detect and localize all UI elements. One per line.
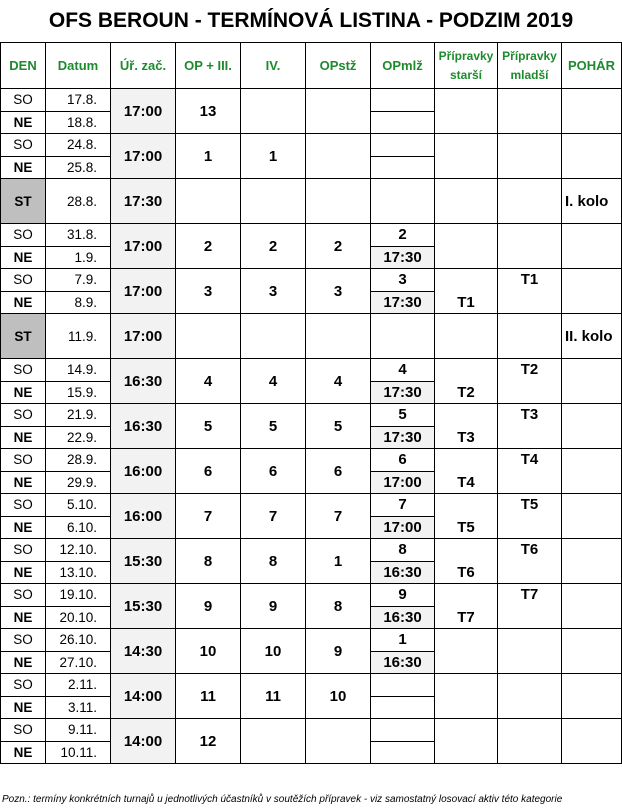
header-pripravky-starsi [435,43,498,89]
day-cell: SO [1,494,46,517]
pripravky-starsi-cell [435,224,498,269]
pohar-cell [562,359,622,404]
pripravky-starsi-cell: T2 [435,359,498,404]
opmlz-cell [371,719,435,742]
date-cell: 3.11. [46,696,111,719]
iv-cell [241,719,306,764]
day-cell: NE [1,381,46,404]
pripravky-mladsi-cell: T4 [498,449,562,494]
pohar-cell: I. kolo [562,179,622,224]
opstz-cell [306,179,371,224]
start-time-cell: 14:30 [111,629,176,674]
table-row [1,359,622,382]
table-row [1,674,622,697]
op-iii-cell: 7 [176,494,241,539]
pohar-cell [562,134,622,179]
op-iii-cell: 13 [176,89,241,134]
start-time-cell: 17:00 [111,134,176,179]
opmlz-time-cell: 17:30 [371,381,435,404]
day-cell: NE [1,561,46,584]
opmlz-cell: 7 [371,494,435,517]
date-cell: 5.10. [46,494,111,517]
header-pripravky-mladsi [498,43,562,89]
header-pohar: POHÁR [562,43,622,89]
pripravky-starsi-cell [435,134,498,179]
day-cell: NE [1,156,46,179]
opmlz-cell: 2 [371,224,435,247]
date-cell: 11.9. [46,314,111,359]
date-cell: 2.11. [46,674,111,697]
op-iii-cell: 8 [176,539,241,584]
op-iii-cell: 2 [176,224,241,269]
opstz-cell [306,89,371,134]
day-cell: SO [1,224,46,247]
iv-cell: 5 [241,404,306,449]
table-row [1,224,622,247]
day-cell: SO [1,134,46,157]
day-cell: NE [1,606,46,629]
date-cell: 17.8. [46,89,111,112]
opmlz-cell: 9 [371,584,435,607]
pripravky-starsi-cell: T6 [435,539,498,584]
opstz-cell: 4 [306,359,371,404]
opmlz-time-cell [371,156,435,179]
opmlz-cell [371,89,435,112]
day-cell: SO [1,269,46,292]
opstz-cell: 2 [306,224,371,269]
start-time-cell: 17:00 [111,269,176,314]
opstz-cell [306,719,371,764]
date-cell: 21.9. [46,404,111,427]
pohar-cell [562,449,622,494]
pohar-cell [562,539,622,584]
date-cell: 18.8. [46,111,111,134]
day-cell: NE [1,741,46,764]
pripravky-mladsi-cell [498,719,562,764]
pohar-cell [562,674,622,719]
header-pripravky-mladsi-line2: mladší [510,67,549,82]
iv-cell: 11 [241,674,306,719]
op-iii-cell: 5 [176,404,241,449]
start-time-cell: 16:00 [111,449,176,494]
opmlz-cell: 6 [371,449,435,472]
day-cell: SO [1,404,46,427]
opmlz-cell: 3 [371,269,435,292]
day-cell: SO [1,359,46,382]
date-cell: 28.8. [46,179,111,224]
date-cell: 20.10. [46,606,111,629]
table-row [1,719,622,742]
opstz-cell: 10 [306,674,371,719]
start-time-cell: 14:00 [111,719,176,764]
day-cell: SO [1,584,46,607]
opstz-cell [306,134,371,179]
iv-cell: 7 [241,494,306,539]
opstz-cell: 1 [306,539,371,584]
day-cell: SO [1,674,46,697]
date-cell: 15.9. [46,381,111,404]
table-row [1,269,622,292]
day-cell: NE [1,291,46,314]
op-iii-cell: 10 [176,629,241,674]
date-cell: 10.11. [46,741,111,764]
iv-cell: 2 [241,224,306,269]
schedule-table [0,42,622,764]
pripravky-starsi-cell: T1 [435,269,498,314]
pripravky-mladsi-cell: T6 [498,539,562,584]
op-iii-cell [176,314,241,359]
date-cell: 24.8. [46,134,111,157]
opstz-cell: 5 [306,404,371,449]
pripravky-mladsi-cell [498,134,562,179]
pripravky-mladsi-cell [498,629,562,674]
opmlz-cell [371,134,435,157]
table-row [1,404,622,427]
header-den: DEN [1,43,46,89]
pripravky-starsi-cell [435,719,498,764]
header-opmlz: OPmlž [371,43,435,89]
table-row [1,629,622,652]
opmlz-time-cell: 17:30 [371,291,435,314]
op-iii-cell: 3 [176,269,241,314]
table-row [1,134,622,157]
opmlz-cell [371,179,435,224]
iv-cell: 8 [241,539,306,584]
date-cell: 14.9. [46,359,111,382]
header-pripravky-starsi-line2: starší [449,67,483,82]
date-cell: 26.10. [46,629,111,652]
pohar-cell [562,269,622,314]
pohar-cell [562,494,622,539]
pripravky-mladsi-cell [498,674,562,719]
page-title: OFS BEROUN - TERMÍNOVÁ LISTINA - PODZIM 2019 [48,9,574,32]
op-iii-cell: 12 [176,719,241,764]
date-cell: 29.9. [46,471,111,494]
day-cell: SO [1,89,46,112]
pripravky-starsi-cell [435,89,498,134]
pripravky-mladsi-cell [498,314,562,359]
opstz-cell: 8 [306,584,371,629]
day-cell: NE [1,426,46,449]
iv-cell [241,179,306,224]
iv-cell: 1 [241,134,306,179]
day-cell: SO [1,539,46,562]
start-time-cell: 16:00 [111,494,176,539]
day-cell: ST [1,314,46,359]
header-row [1,43,622,89]
opstz-cell: 6 [306,449,371,494]
opmlz-time-cell [371,741,435,764]
opmlz-time-cell: 17:00 [371,471,435,494]
opmlz-time-cell [371,111,435,134]
iv-cell: 4 [241,359,306,404]
pohar-cell [562,719,622,764]
pohar-cell [562,224,622,269]
opmlz-cell: 5 [371,404,435,427]
start-time-cell: 14:00 [111,674,176,719]
pripravky-mladsi-cell [498,224,562,269]
opmlz-time-cell: 17:30 [371,426,435,449]
table-row [1,314,622,359]
opstz-cell: 9 [306,629,371,674]
date-cell: 19.10. [46,584,111,607]
header-datum: Datum [46,43,111,89]
pripravky-starsi-cell [435,674,498,719]
opmlz-time-cell: 17:30 [371,246,435,269]
pripravky-mladsi-cell: T3 [498,404,562,449]
header-iv: IV. [241,43,306,89]
opmlz-time-cell: 16:30 [371,606,435,629]
table-row [1,494,622,517]
iv-cell: 10 [241,629,306,674]
date-cell: 9.11. [46,719,111,742]
opmlz-cell [371,674,435,697]
pripravky-mladsi-cell: T1 [498,269,562,314]
pripravky-starsi-cell: T7 [435,584,498,629]
date-cell: 25.8. [46,156,111,179]
day-cell: NE [1,651,46,674]
day-cell: NE [1,696,46,719]
header-pripravky-starsi-line1: Přípravky [438,48,494,63]
pohar-cell [562,89,622,134]
header-op-iii: OP + III. [176,43,241,89]
header-pripravky-mladsi-line1: Přípravky [502,48,557,63]
pripravky-mladsi-cell [498,179,562,224]
iv-cell [241,89,306,134]
opmlz-cell: 4 [371,359,435,382]
pripravky-starsi-cell: T4 [435,449,498,494]
op-iii-cell: 11 [176,674,241,719]
pohar-cell [562,404,622,449]
date-cell: 1.9. [46,246,111,269]
op-iii-cell: 1 [176,134,241,179]
iv-cell: 9 [241,584,306,629]
pripravky-starsi-cell: T3 [435,404,498,449]
opmlz-time-cell: 16:30 [371,561,435,584]
opmlz-time-cell: 16:30 [371,651,435,674]
iv-cell: 6 [241,449,306,494]
op-iii-cell [176,179,241,224]
header-opstz: OPstž [306,43,371,89]
day-cell: SO [1,719,46,742]
table-row [1,539,622,562]
opmlz-time-cell [371,696,435,719]
date-cell: 6.10. [46,516,111,539]
opstz-cell: 7 [306,494,371,539]
date-cell: 22.9. [46,426,111,449]
pripravky-starsi-cell: T5 [435,494,498,539]
start-time-cell: 17:00 [111,89,176,134]
day-cell: NE [1,471,46,494]
date-cell: 27.10. [46,651,111,674]
opstz-cell: 3 [306,269,371,314]
table-row [1,584,622,607]
date-cell: 8.9. [46,291,111,314]
table-row [1,179,622,224]
start-time-cell: 15:30 [111,539,176,584]
pohar-cell: II. kolo [562,314,622,359]
opstz-cell [306,314,371,359]
pohar-cell [562,584,622,629]
pripravky-mladsi-cell: T2 [498,359,562,404]
day-cell: NE [1,516,46,539]
start-time-cell: 15:30 [111,584,176,629]
day-cell: ST [1,179,46,224]
date-cell: 31.8. [46,224,111,247]
start-time-cell: 16:30 [111,404,176,449]
opmlz-time-cell: 17:00 [371,516,435,539]
date-cell: 28.9. [46,449,111,472]
pripravky-starsi-cell [435,314,498,359]
pripravky-starsi-cell [435,629,498,674]
iv-cell: 3 [241,269,306,314]
pohar-cell [562,629,622,674]
day-cell: SO [1,629,46,652]
op-iii-cell: 4 [176,359,241,404]
pripravky-mladsi-cell: T7 [498,584,562,629]
footnote: Pozn.: termíny konkrétních turnajů u jednotlivých účastníků v soutěžích přípravek - viz samostatný losovací aktiv této kategorie [2,794,563,805]
start-time-cell: 17:00 [111,314,176,359]
pripravky-mladsi-cell [498,89,562,134]
day-cell: SO [1,449,46,472]
date-cell: 13.10. [46,561,111,584]
table-row [1,449,622,472]
start-time-cell: 17:00 [111,224,176,269]
header-ur-zac: Úř. zač. [111,43,176,89]
day-cell: NE [1,111,46,134]
op-iii-cell: 6 [176,449,241,494]
day-cell: NE [1,246,46,269]
date-cell: 12.10. [46,539,111,562]
iv-cell [241,314,306,359]
op-iii-cell: 9 [176,584,241,629]
table-row [1,89,622,112]
pripravky-mladsi-cell: T5 [498,494,562,539]
opmlz-cell [371,314,435,359]
date-cell: 7.9. [46,269,111,292]
start-time-cell: 16:30 [111,359,176,404]
pripravky-starsi-cell [435,179,498,224]
start-time-cell: 17:30 [111,179,176,224]
opmlz-cell: 1 [371,629,435,652]
opmlz-cell: 8 [371,539,435,562]
